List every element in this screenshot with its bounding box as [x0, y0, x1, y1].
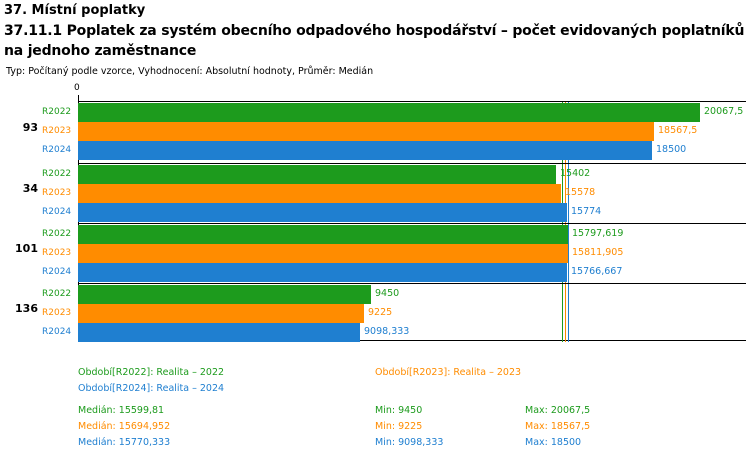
category-label: 101: [15, 242, 38, 255]
series-label-r2023: R2023: [42, 248, 72, 258]
bar-value-r2024: 9098,333: [364, 326, 410, 337]
series-label-r2023: R2023: [42, 126, 72, 136]
category-label: 93: [22, 121, 38, 134]
series-label-r2022: R2022: [42, 229, 72, 239]
median-r2024: Medián: 15770,333: [78, 437, 171, 448]
bar-row: [42, 203, 746, 222]
bar-r2023[interactable]: [78, 244, 568, 263]
bar-r2023[interactable]: [78, 184, 561, 203]
median-r2022: Medián: 15599,81: [78, 405, 165, 416]
category-label: 34: [22, 182, 38, 195]
chart-header: [0, 0, 750, 79]
chart-subtitle: Typ: Počítaný podle vzorce, Vyhodnocení: Absolutní hodnoty, Průměr: Medián: [6, 66, 374, 77]
bar-row: [42, 323, 746, 342]
bar-row: [42, 122, 746, 141]
chart-group: [15, 223, 746, 283]
bar-value-r2024: 18500: [656, 144, 687, 155]
series-label-r2023: R2023: [42, 308, 72, 318]
series-label-r2024: R2024: [42, 207, 72, 217]
bar-r2024[interactable]: [78, 323, 360, 342]
bar-row: [42, 285, 746, 304]
bar-row: [42, 165, 746, 184]
chart-title: 37.11.1 Poplatek za systém obecního odpadového hospodářství – počet evidovaných poplatníků na jednoho zaměstnance: [4, 23, 745, 59]
legend-row: [0, 381, 750, 397]
min-r2023: Min: 9225: [375, 421, 423, 432]
chart-group: [15, 283, 746, 343]
bar-r2023[interactable]: [78, 122, 654, 141]
bar-row: [42, 244, 746, 263]
max-r2024: Max: 18500: [525, 437, 582, 448]
min-r2024: Min: 9098,333: [375, 437, 444, 448]
bar-value-r2022: 15402: [560, 168, 591, 179]
series-label-r2022: R2022: [42, 169, 72, 179]
legend-item-r2022[interactable]: Období[R2022]: Realita – 2022: [78, 367, 225, 378]
series-label-r2024: R2024: [42, 145, 72, 155]
chart-area: [0, 83, 750, 353]
series-label-r2022: R2022: [42, 289, 72, 299]
bar-r2022[interactable]: [78, 225, 568, 244]
median-r2023: Medián: 15694,952: [78, 421, 171, 432]
bar-value-r2023: 18567,5: [658, 125, 698, 136]
bar-value-r2023: 15811,905: [572, 247, 624, 258]
stats-row: [0, 403, 750, 419]
bar-value-r2022: 20067,5: [704, 106, 744, 117]
bar-row: [42, 263, 746, 282]
min-r2022: Min: 9450: [375, 405, 423, 416]
legend-item-r2023[interactable]: Období[R2023]: Realita – 2023: [375, 367, 522, 378]
bar-r2024[interactable]: [78, 203, 567, 222]
bar-r2023[interactable]: [78, 304, 364, 323]
chart-legend: [0, 365, 750, 451]
bar-row: [42, 184, 746, 203]
bar-row: [42, 141, 746, 160]
bar-value-r2024: 15774: [571, 206, 602, 217]
stats-row: [0, 419, 750, 435]
bar-row: [42, 103, 746, 122]
bar-r2022[interactable]: [78, 285, 371, 304]
bar-value-r2023: 9225: [368, 307, 393, 318]
bar-r2022[interactable]: [78, 165, 556, 184]
axis-tick-label-0: 0: [74, 83, 80, 93]
bar-row: [42, 225, 746, 244]
bar-r2024[interactable]: [78, 141, 652, 160]
series-label-r2022: R2022: [42, 107, 72, 117]
bar-row: [42, 304, 746, 323]
bar-value-r2022: 9450: [375, 288, 400, 299]
bar-r2022[interactable]: [78, 103, 700, 122]
bar-value-r2023: 15578: [565, 187, 596, 198]
bar-r2024[interactable]: [78, 263, 567, 282]
series-label-r2023: R2023: [42, 188, 72, 198]
series-label-r2024: R2024: [42, 327, 72, 337]
plot-region: [15, 101, 746, 341]
legend-row: [0, 365, 750, 381]
max-r2022: Max: 20067,5: [525, 405, 591, 416]
chart-group: [22, 103, 746, 163]
max-r2023: Max: 18567,5: [525, 421, 591, 432]
stats-row: [0, 435, 750, 451]
bar-value-r2022: 15797,619: [572, 228, 624, 239]
bar-value-r2024: 15766,667: [571, 266, 623, 277]
series-label-r2024: R2024: [42, 267, 72, 277]
category-label: 136: [15, 302, 38, 315]
legend-item-r2024[interactable]: Období[R2024]: Realita – 2024: [78, 383, 225, 394]
chart-group: [22, 163, 746, 223]
page-title: 37. Místní poplatky: [4, 3, 146, 18]
